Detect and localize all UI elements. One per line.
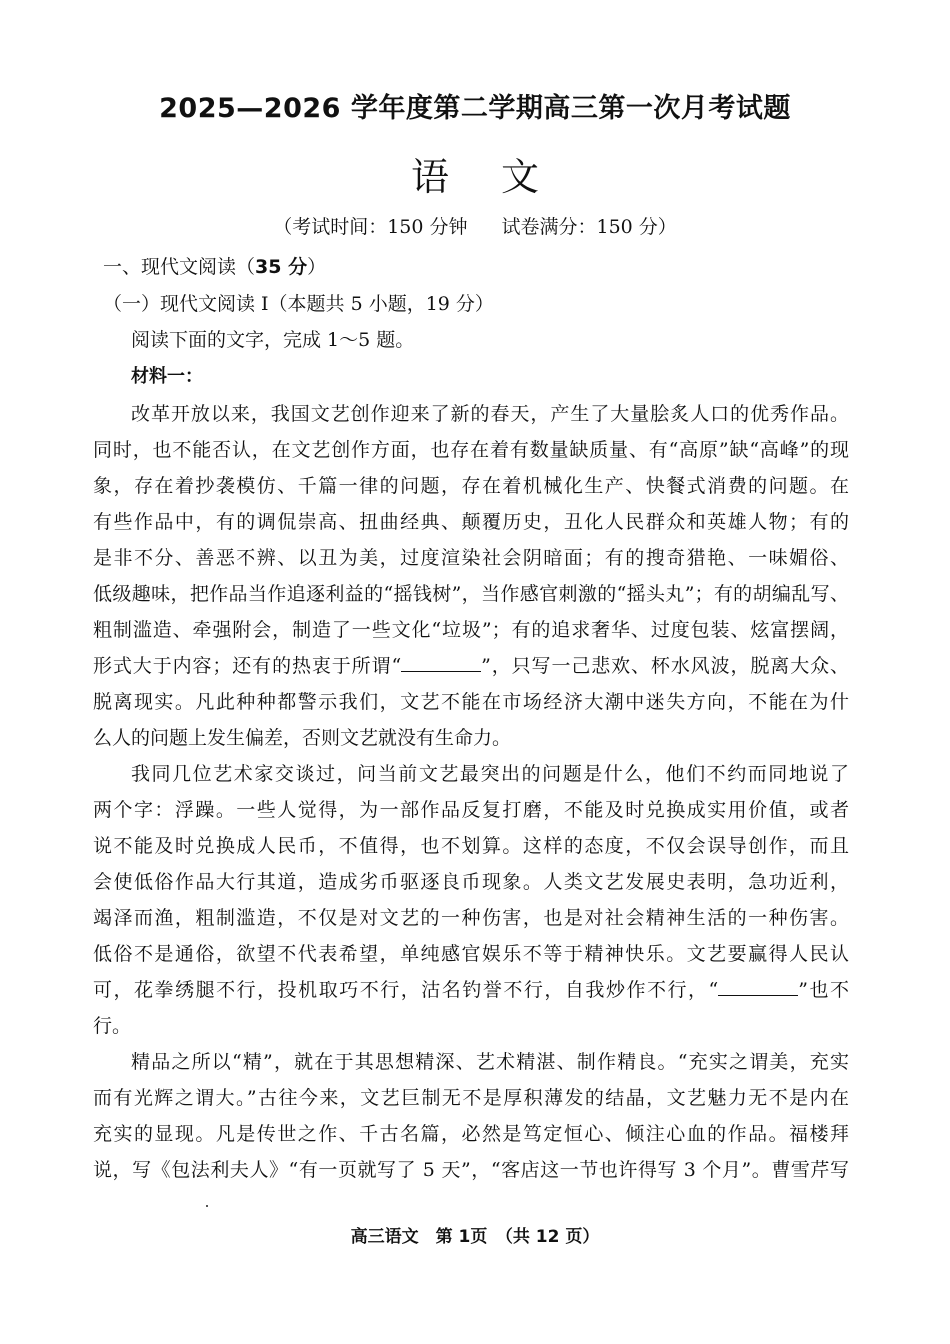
paragraph-line: 会使低俗作品大行其道，造成劣币驱逐良币现象。人类文艺发展史表明，急功近利， xyxy=(93,871,849,893)
subject-char-1: 语 xyxy=(410,155,449,199)
fill-blank xyxy=(718,977,798,996)
section-heading xyxy=(103,252,326,279)
subject-char-2: 文 xyxy=(501,155,540,199)
paragraph-line: 粗制滥造、牵强附会，制造了一些文化“垃圾”；有的追求奢华、过度包装、炫富摆阔， xyxy=(93,619,849,641)
paragraph-line: 精品之所以“精”，就在于其思想精深、艺术精湛、制作精良。“充实之谓美，充实 xyxy=(131,1051,849,1073)
material-label: 材料一： xyxy=(131,366,203,387)
paragraph-line: 两个字：浮躁。一些人觉得，为一部作品反复打磨，不能及时兑换成实用价值，或者 xyxy=(93,799,849,821)
paragraph-line: 改革开放以来，我国文艺创作迎来了新的春天，产生了大量脍炙人口的优秀作品。 xyxy=(131,403,849,425)
page-footer: 高三语文 第 1页 （共 12 页） xyxy=(350,1227,600,1247)
full-score: 试卷满分：150 分） xyxy=(501,216,677,238)
paragraph-line: 竭泽而渔，粗制滥造，不仅是对文艺的一种伤害，也是对社会精神生活的一种伤害。 xyxy=(93,907,849,929)
fill-blank xyxy=(401,653,481,672)
section-close: ） xyxy=(307,256,327,278)
exam-title: 2025—2026 学年度第二学期高三第一次月考试题 xyxy=(159,93,791,124)
paragraph-line: 充实的显现。凡是传世之作、千古名篇，必然是笃定恒心、倾注心血的作品。福楼拜 xyxy=(93,1123,849,1145)
paragraph-line: 我同几位艺术家交谈过，问当前文艺最突出的问题是什么，他们不约而同地说了 xyxy=(131,763,849,785)
line-text: 可，花拳绣腿不行，投机取巧不行，沽名钓誉不行，自我炒作不行，“ xyxy=(93,979,719,1001)
line-text: ”，只写一己悲欢、杯水风波，脱离大众、 xyxy=(481,655,849,677)
paragraph-line: 脱离现实。凡此种种都警示我们，文艺不能在市场经济大潮中迷失方向，不能在为什 xyxy=(93,691,849,713)
paragraph-line xyxy=(93,648,849,684)
exam-info xyxy=(0,212,950,239)
paragraph-line: 是非不分、善恶不辨、以丑为美，过度渲染社会阴暗面；有的搜奇猎艳、一味媚俗、 xyxy=(93,547,849,569)
paragraph-line: 而有光辉之谓大。”古往今来，文艺巨制无不是厚积薄发的结晶，文艺魅力无不是内在 xyxy=(93,1087,849,1109)
subject-title xyxy=(0,146,950,201)
paragraph-line: 说不能及时兑换成人民币，不值得，也不划算。这样的态度，不仅会误导创作，而且 xyxy=(93,835,849,857)
paragraph-line: 低级趣味，把作品当作追逐利益的“摇钱树”，当作感官刺激的“摇头丸”；有的胡编乱写、 xyxy=(93,583,849,605)
exam-time: （考试时间：150 分钟 xyxy=(273,216,468,238)
section-score: 35 分 xyxy=(255,256,308,278)
paragraph-line: 说，写《包法利夫人》“有一页就写了 5 天”，“客店这一节也许得写 3 个月”。曹雪芹写 xyxy=(93,1159,849,1181)
line-text: 形式大于内容；还有的热衷于所谓“ xyxy=(93,655,402,677)
paragraph-line: 有些作品中，有的调侃崇高、扭曲经典、颠覆历史，丑化人民群众和英雄人物；有的 xyxy=(93,511,849,533)
line-text: ”也不 xyxy=(798,979,849,1001)
subsection-heading: （一）现代文阅读 I（本题共 5 小题，19 分） xyxy=(103,293,494,315)
paragraph-line: 象，存在着抄袭模仿、千篇一律的问题，存在着机械化生产、快餐式消费的问题。在 xyxy=(93,475,849,497)
scan-dot xyxy=(206,1205,208,1207)
paragraph-line: 行。 xyxy=(93,1015,132,1037)
paragraph-line: 么人的问题上发生偏差，否则文艺就没有生命力。 xyxy=(93,727,512,749)
passage-body xyxy=(93,396,849,1188)
reading-instruction: 阅读下面的文字，完成 1～5 题。 xyxy=(131,329,415,351)
paragraph-line: 同时，也不能否认，在文艺创作方面，也存在着有数量缺质量、有“高原”缺“高峰”的现 xyxy=(93,439,849,461)
paragraph-line: 低俗不是通俗，欲望不代表希望，单纯感官娱乐不等于精神快乐。文艺要赢得人民认 xyxy=(93,943,849,965)
section-label: 一、现代文阅读（ xyxy=(103,256,256,278)
paragraph-line xyxy=(93,972,849,1008)
